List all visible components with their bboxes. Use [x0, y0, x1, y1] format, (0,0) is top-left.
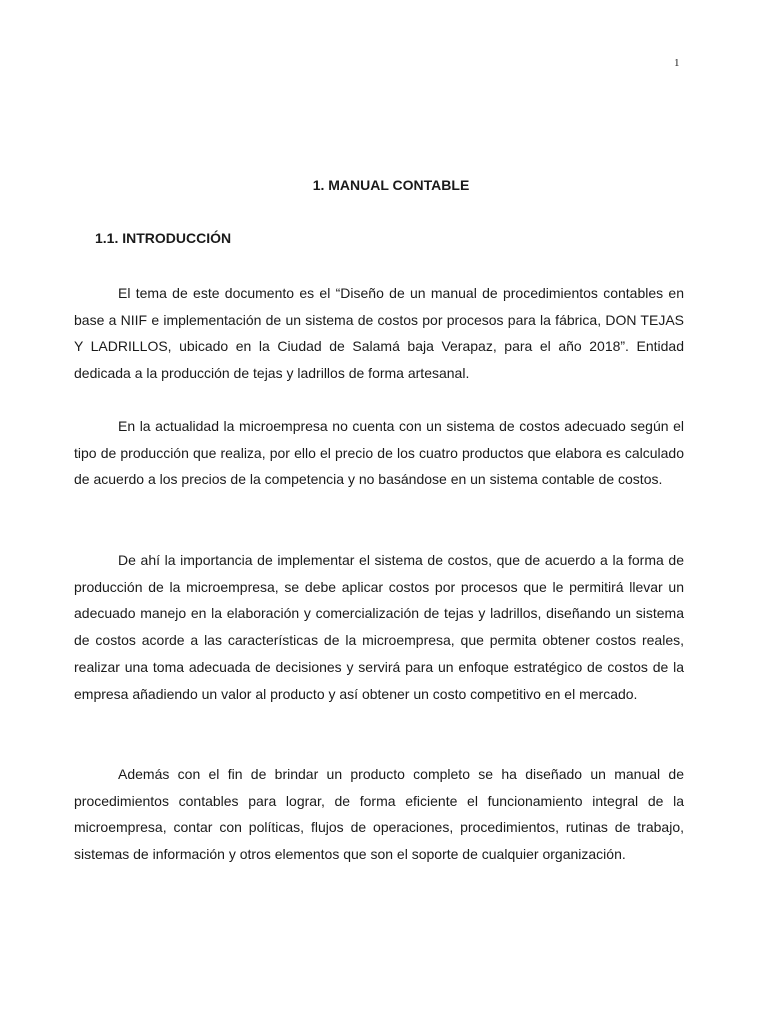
page-number: 1: [674, 57, 680, 69]
paragraph-importance: De ahí la importancia de implementar el sistema de costos, que de acuerdo a la forma de producción de la microempresa, se debe aplicar costos por procesos que le permitirá llevar un adecuado manejo en la elaboración y comercialización de tejas y ladrillos, diseñando un sistema de costos acorde a las características de la microempresa, que permita obtener costos reales, realizar una toma adecuada de decisiones y servirá para un enfoque estratégico de costos de la empresa añadiendo un valor al producto y así obtener un costo competitivo en el mercado.: [74, 552, 684, 702]
paragraph-current-situation: En la actualidad la microempresa no cuenta con un sistema de costos adecuado según el tipo de producción que realiza, por ello el precio de los cuatro productos que elabora es calculado de acuerdo a los precios de la competencia y no basándose en un sistema contable de costos.: [74, 418, 684, 488]
paragraph-manual: Además con el fin de brindar un producto completo se ha diseñado un manual de procedimientos contables para lograr, de forma eficiente el funcionamiento integral de la microempresa, contar con políticas, flujos de operaciones, procedimientos, rutinas de trabajo, sistemas de información y otros elementos que son el soporte de cualquier organización.: [74, 766, 684, 863]
paragraph-intro: El tema de este documento es el “Diseño de un manual de procedimientos contables en base a NIIF e implementación de un sistema de costos por procesos para la fábrica, DON TEJAS Y LADRILLOS, ubicado en la Ciudad de Salamá baja Verapaz, para el año 2018”. Entidad dedicada a la producción de tejas y ladrillos de forma artesanal.: [74, 285, 684, 382]
section-title: 1.1. INTRODUCCIÓN: [95, 230, 232, 246]
chapter-title: 1. MANUAL CONTABLE: [312, 177, 470, 193]
